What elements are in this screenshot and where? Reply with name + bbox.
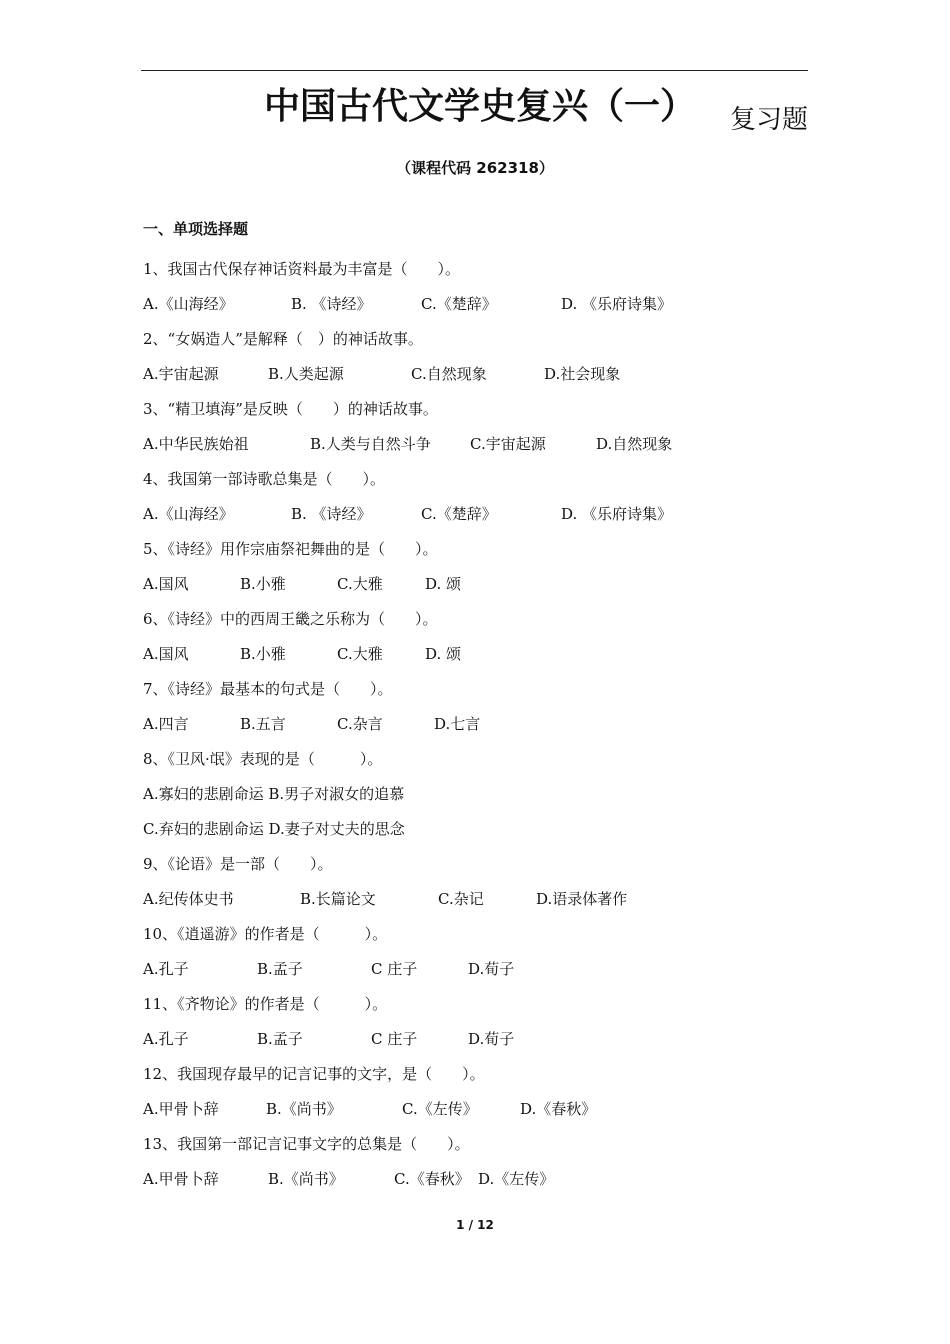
answer-option: D. 《乐府诗集》 xyxy=(561,505,673,523)
answer-option: B.孟子 xyxy=(257,1030,303,1048)
answer-options xyxy=(143,1022,823,1057)
question-stem: 9、《论语》是一部（ ）。 xyxy=(143,855,333,873)
answer-options xyxy=(143,427,823,462)
answer-option: C.杂记 xyxy=(438,890,484,908)
question-stem: 2、“女娲造人”是解释（ ）的神话故事。 xyxy=(143,330,423,348)
answer-option: B. 《诗经》 xyxy=(291,295,372,313)
page-number: 1 / 12 xyxy=(456,1218,494,1232)
answer-option: A.国风 xyxy=(143,575,189,593)
course-code: （课程代码 262318） xyxy=(396,159,554,177)
answer-option: D.社会现象 xyxy=(544,365,621,383)
answer-option: B.《尚书》 xyxy=(266,1100,342,1118)
answer-option-line: C.弃妇的悲剧命运 D.妻子对丈夫的思念 xyxy=(143,820,405,838)
answer-options xyxy=(143,952,823,987)
answer-option: C.《楚辞》 xyxy=(421,295,497,313)
answer-option: D.语录体著作 xyxy=(536,890,628,908)
answer-option: D. 颂 xyxy=(425,575,462,593)
answer-options xyxy=(143,287,823,322)
answer-option: D. 《乐府诗集》 xyxy=(561,295,673,313)
question-stem: 8、《卫风·氓》表现的是（ ）。 xyxy=(143,750,383,768)
answer-option: A.孔子 xyxy=(143,1030,189,1048)
answer-option: C.自然现象 xyxy=(411,365,487,383)
answer-option: A.甲骨卜辞 xyxy=(143,1100,219,1118)
answer-option: D.《左传》 xyxy=(478,1170,555,1188)
answer-option: A.四言 xyxy=(143,715,189,733)
answer-option: D.荀子 xyxy=(468,960,515,978)
header-rule xyxy=(141,70,808,71)
answer-option: C.《左传》 xyxy=(402,1100,478,1118)
question-stem: 3、“精卫填海”是反映（ ）的神话故事。 xyxy=(143,400,438,418)
answer-options xyxy=(143,497,823,532)
answer-option: A.孔子 xyxy=(143,960,189,978)
answer-option: D.七言 xyxy=(434,715,481,733)
answer-option: B.人类起源 xyxy=(268,365,344,383)
answer-option: C.杂言 xyxy=(337,715,383,733)
answer-options xyxy=(143,882,823,917)
answer-options xyxy=(143,1092,823,1127)
answer-options xyxy=(143,567,823,602)
answer-option: D.自然现象 xyxy=(596,435,673,453)
answer-option: B.五言 xyxy=(240,715,286,733)
answer-option: B. 《诗经》 xyxy=(291,505,372,523)
answer-option: A.中华民族始祖 xyxy=(143,435,249,453)
answer-option: D.《春秋》 xyxy=(520,1100,597,1118)
answer-option: B.小雅 xyxy=(240,645,286,663)
page-title: 中国古代文学史复兴（一） xyxy=(263,86,696,127)
answer-option: B.《尚书》 xyxy=(268,1170,344,1188)
answer-option: C.《楚辞》 xyxy=(421,505,497,523)
question-stem: 1、我国古代保存神话资料最为丰富是（ ）。 xyxy=(143,260,461,278)
answer-option: C 庄子 xyxy=(371,960,418,978)
answer-options xyxy=(143,357,823,392)
answer-options xyxy=(143,707,823,742)
answer-option: A.《山海经》 xyxy=(143,295,234,313)
answer-option: A.国风 xyxy=(143,645,189,663)
answer-options xyxy=(143,1162,823,1197)
question-stem: 4、我国第一部诗歌总集是（ ）。 xyxy=(143,470,386,488)
question-stem: 10、《逍遥游》的作者是（ ）。 xyxy=(143,925,388,943)
answer-option: B.人类与自然斗争 xyxy=(310,435,431,453)
question-stem: 12、我国现存最早的记言记事的文字，是（ ）。 xyxy=(143,1065,485,1083)
title-suffix: 复习题 xyxy=(730,105,809,135)
question-list xyxy=(143,252,823,1197)
answer-option: D. 颂 xyxy=(425,645,462,663)
answer-option: C 庄子 xyxy=(371,1030,418,1048)
answer-options xyxy=(143,637,823,672)
answer-option: A.甲骨卜辞 xyxy=(143,1170,219,1188)
answer-option: A.《山海经》 xyxy=(143,505,234,523)
answer-option: C.大雅 xyxy=(337,575,383,593)
question-stem: 5、《诗经》用作宗庙祭祀舞曲的是（ ）。 xyxy=(143,540,438,558)
answer-option: D.荀子 xyxy=(468,1030,515,1048)
answer-option: B.小雅 xyxy=(240,575,286,593)
question-stem: 11、《齐物论》的作者是（ ）。 xyxy=(143,995,388,1013)
question-stem: 6、《诗经》中的西周王畿之乐称为（ ）。 xyxy=(143,610,438,628)
section-heading: 一、单项选择题 xyxy=(143,220,249,238)
question-stem: 13、我国第一部记言记事文字的总集是（ ）。 xyxy=(143,1135,470,1153)
answer-option-line: A.寡妇的悲剧命运 B.男子对淑女的追慕 xyxy=(143,785,405,803)
answer-option: C.宇宙起源 xyxy=(470,435,546,453)
answer-option: A.宇宙起源 xyxy=(143,365,219,383)
answer-option: B.孟子 xyxy=(257,960,303,978)
answer-option: B.长篇论文 xyxy=(300,890,376,908)
answer-option: C.《春秋》 xyxy=(394,1170,470,1188)
question-stem: 7、《诗经》最基本的句式是（ ）。 xyxy=(143,680,393,698)
answer-option: C.大雅 xyxy=(337,645,383,663)
answer-option: A.纪传体史书 xyxy=(143,890,234,908)
